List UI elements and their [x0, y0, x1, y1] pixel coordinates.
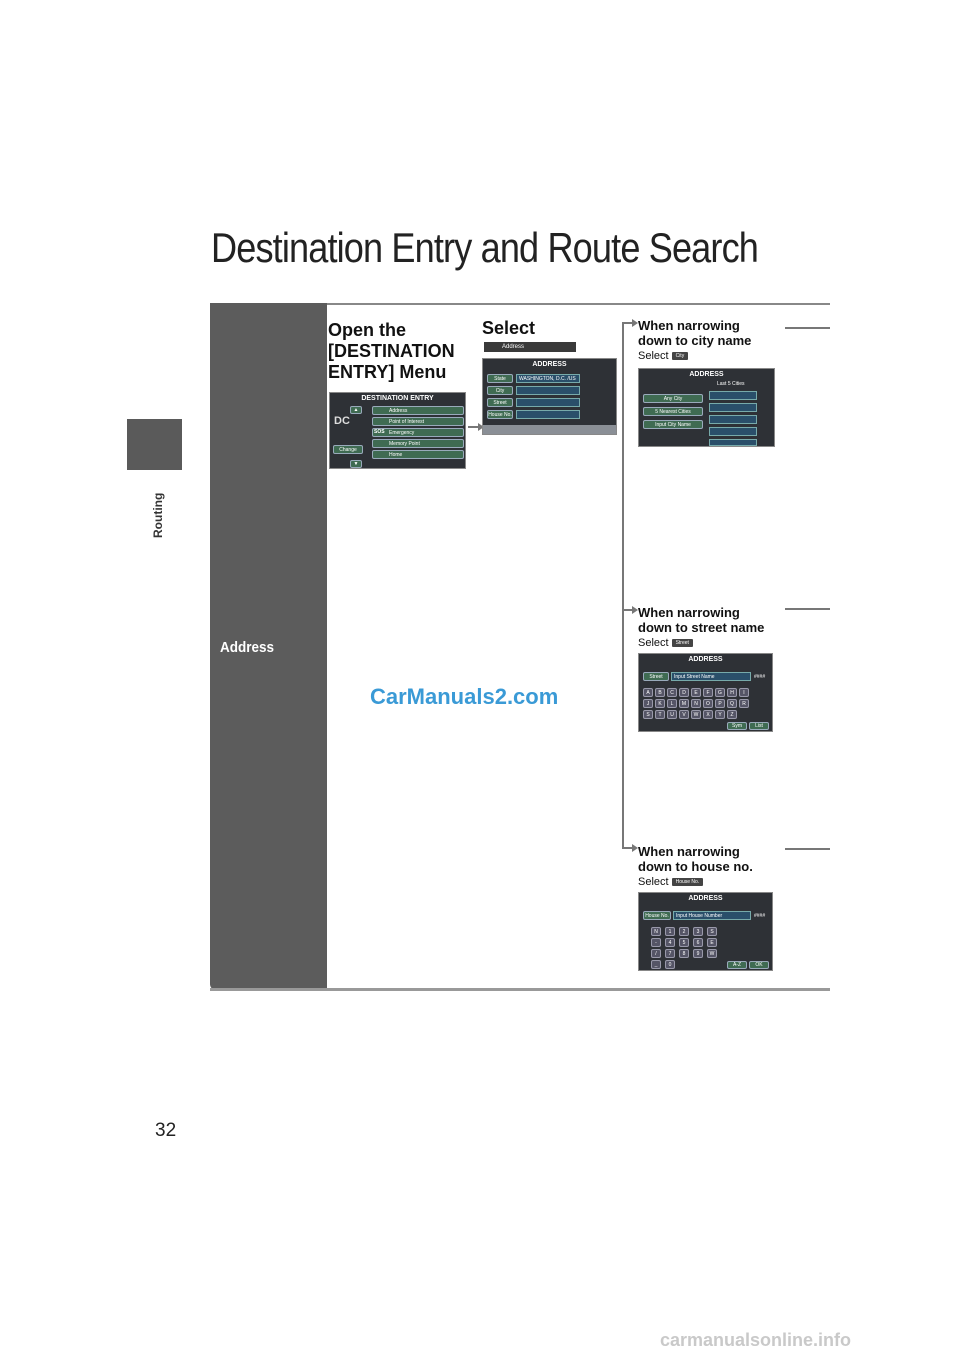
branch3-line1: When narrowing — [638, 844, 740, 859]
destination-entry-screen — [329, 392, 466, 469]
key-x[interactable]: X — [703, 710, 713, 719]
key-6[interactable]: 4 — [665, 938, 675, 947]
section-tab — [127, 419, 182, 470]
branch1-line1: When narrowing — [638, 318, 740, 333]
key-11[interactable]: 7 — [665, 949, 675, 958]
step2-heading: Select — [482, 318, 536, 338]
house-no-select-button[interactable]: House No. — [672, 878, 704, 886]
key-e[interactable]: E — [691, 688, 701, 697]
key-o[interactable]: O — [703, 699, 713, 708]
state-button[interactable]: State — [487, 374, 513, 383]
street-name-field[interactable]: Input Street Name — [671, 672, 751, 681]
city-screen — [638, 368, 775, 447]
key-7[interactable]: 5 — [679, 938, 689, 947]
watermark-center: CarManuals2.com — [370, 684, 559, 709]
branch2-rule — [785, 608, 830, 610]
page-title: Destination Entry and Route Search — [211, 224, 759, 271]
key-r[interactable]: R — [739, 699, 749, 708]
input-city-name-button[interactable]: Input City Name — [643, 420, 703, 429]
recent-city-slot[interactable] — [709, 415, 757, 424]
key-8[interactable]: 6 — [693, 938, 703, 947]
key-f[interactable]: F — [703, 688, 713, 697]
region-code: DC — [334, 415, 350, 427]
branch1-rule — [785, 327, 830, 329]
key-s[interactable]: S — [643, 710, 653, 719]
key-i[interactable]: I — [739, 688, 749, 697]
street-screen-title: ADDRESS — [688, 656, 723, 663]
branch3-rule — [785, 848, 830, 850]
menu-item-home[interactable]: Home — [372, 450, 464, 459]
key-9[interactable]: E — [707, 938, 717, 947]
change-button[interactable]: Change — [333, 445, 363, 454]
key-m[interactable]: M — [679, 699, 689, 708]
key-u[interactable]: U — [667, 710, 677, 719]
key-d[interactable]: D — [679, 688, 689, 697]
house-no-screen — [638, 892, 773, 971]
nearest-cities-button[interactable]: 5 Nearest Cities — [643, 407, 703, 416]
street-screen — [638, 653, 773, 732]
destination-entry-title: DESTINATION ENTRY — [361, 395, 434, 402]
key-16[interactable]: 0 — [665, 960, 675, 969]
street-field[interactable] — [516, 398, 580, 407]
branch3-heading — [638, 844, 783, 874]
house-no-button[interactable]: House No. — [488, 411, 512, 418]
list-button[interactable]: List — [749, 722, 769, 730]
city-button[interactable]: City — [487, 386, 513, 395]
menu-item-memory-point[interactable]: Memory Point — [372, 439, 464, 448]
branch2-heading — [638, 605, 783, 635]
branch3-select — [638, 876, 703, 888]
house-no-label-button[interactable]: House No. — [643, 911, 671, 920]
key-14[interactable]: W — [707, 949, 717, 958]
address-panel — [210, 303, 327, 990]
menu-item-address[interactable]: Address — [372, 406, 464, 415]
page-number: 32 — [155, 1120, 177, 1141]
branch2-line2: down to street name — [638, 620, 765, 635]
step1-heading-line2: [DESTINATION — [328, 341, 455, 361]
section-tab-label: Routing — [151, 492, 165, 538]
watermark-footer: carmanualsonline.info — [660, 1330, 852, 1350]
state-field[interactable]: WASHINGTON, D.C. /US — [516, 374, 580, 383]
key-10[interactable]: / — [651, 949, 661, 958]
step1-heading-line1: Open the — [328, 320, 407, 340]
sym-button[interactable]: Sym — [727, 722, 747, 730]
key-v[interactable]: V — [679, 710, 689, 719]
menu-item-emergency[interactable]: Emergency — [372, 428, 464, 437]
key-t[interactable]: T — [655, 710, 665, 719]
key-5[interactable]: - — [651, 938, 661, 947]
branch1-select-label: Select — [638, 350, 669, 362]
key-p[interactable]: P — [715, 699, 725, 708]
key-q[interactable]: Q — [727, 699, 737, 708]
key-j[interactable]: J — [643, 699, 653, 708]
az-button[interactable]: A-Z — [727, 961, 747, 969]
city-field[interactable] — [516, 386, 580, 395]
key-h[interactable]: H — [727, 688, 737, 697]
key-1[interactable]: 1 — [665, 927, 675, 936]
street-select-button[interactable]: Street — [672, 639, 693, 647]
house-no-field[interactable] — [516, 410, 580, 419]
ok-button[interactable]: OK — [749, 961, 769, 969]
street-button[interactable]: Street — [487, 398, 513, 407]
house-no-screen-title: ADDRESS — [688, 895, 723, 902]
branch2-select-label: Select — [638, 637, 669, 649]
key-w[interactable]: W — [691, 710, 701, 719]
scroll-up-button[interactable]: ▲ — [350, 406, 362, 414]
sos-icon: SOS — [374, 429, 385, 435]
street-count: #### — [754, 674, 766, 680]
address-screen-title: ADDRESS — [532, 361, 567, 368]
address-screen — [482, 358, 617, 435]
branch1-heading — [638, 318, 783, 348]
key-3[interactable]: 3 — [693, 927, 703, 936]
recent-city-slot[interactable] — [709, 403, 757, 412]
bottom-rule — [210, 988, 830, 991]
key-n[interactable]: N — [691, 699, 701, 708]
key-4[interactable]: S — [707, 927, 717, 936]
city-screen-title: ADDRESS — [689, 371, 724, 378]
key-z[interactable]: Z — [727, 710, 737, 719]
key-a[interactable]: A — [643, 688, 653, 697]
key-12[interactable]: 8 — [679, 949, 689, 958]
branch2-select — [638, 637, 693, 649]
key-13[interactable]: 9 — [693, 949, 703, 958]
branch1-select — [638, 350, 688, 362]
menu-item-poi[interactable]: Point of Interest — [372, 417, 464, 426]
key-y[interactable]: Y — [715, 710, 725, 719]
house-count: #### — [754, 913, 766, 919]
key-k[interactable]: K — [655, 699, 665, 708]
recent-city-slot[interactable] — [709, 439, 757, 446]
step1-heading — [328, 320, 468, 383]
branch3-select-label: Select — [638, 876, 669, 888]
address-panel-label: Address — [220, 639, 275, 656]
any-city-button[interactable]: Any City — [643, 394, 703, 403]
key-c[interactable]: C — [667, 688, 677, 697]
key-b[interactable]: B — [655, 688, 665, 697]
last-5-cities-label: Last 5 Cities — [717, 381, 745, 387]
recent-city-slot[interactable] — [709, 391, 757, 400]
bottom-bar — [483, 425, 617, 435]
scroll-down-button[interactable]: ▼ — [350, 460, 362, 468]
house-number-field[interactable]: Input House Number — [673, 911, 751, 920]
key-15[interactable]: _ — [651, 960, 661, 969]
recent-city-slot[interactable] — [709, 427, 757, 436]
city-select-button[interactable]: City — [672, 352, 689, 360]
key-0[interactable]: N — [651, 927, 661, 936]
street-label-button[interactable]: Street — [643, 672, 669, 681]
branch3-line2: down to house no. — [638, 859, 753, 874]
key-g[interactable]: G — [715, 688, 725, 697]
key-2[interactable]: 2 — [679, 927, 689, 936]
address-select-button[interactable]: Address — [484, 342, 576, 352]
branch1-line2: down to city name — [638, 333, 752, 348]
step1-heading-line3: ENTRY] Menu — [328, 362, 447, 382]
key-l[interactable]: L — [667, 699, 677, 708]
top-rule — [327, 303, 830, 305]
branch-connector — [622, 322, 624, 849]
branch2-line1: When narrowing — [638, 605, 740, 620]
